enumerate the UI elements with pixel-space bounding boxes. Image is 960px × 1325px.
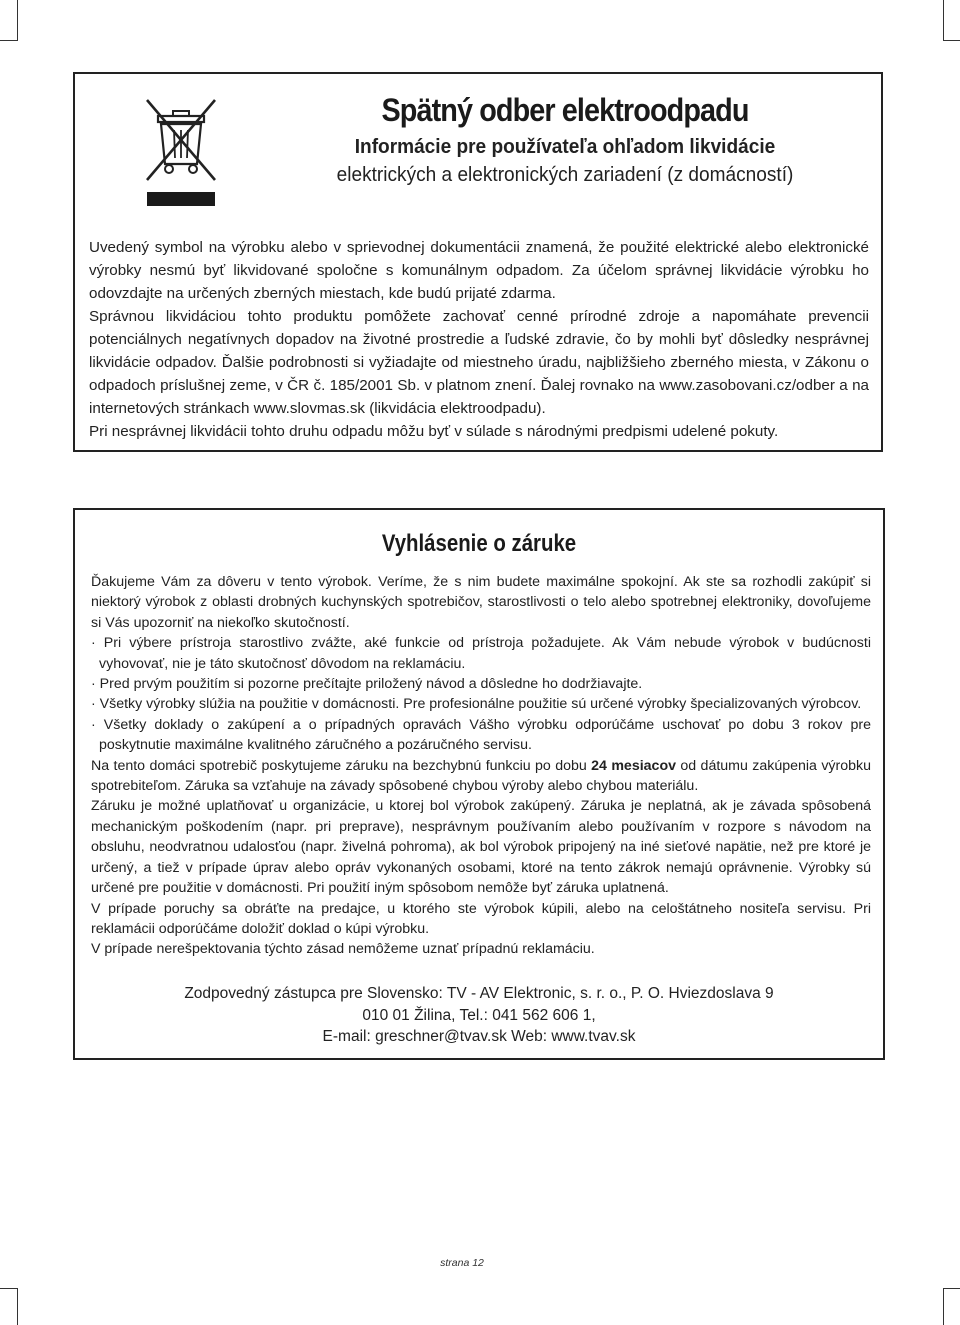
warranty-claim-paragraph: Záruku je možné uplatňovať u organizácie, u ktorej bol výrobok zakúpený. Záruka je neplatná, ak je závada spôsobená mechanickým poškodením (napr. pri preprave), nesprávnym používaním alebo používaním v rozpore s návodom na obsluhu, neodvratnou udalosťou (napr. živelná pohroma), ak bol výrobok pripojený na iné sieťové napätie, než pre ktoré je určený, a tiež v prípade úprav alebo opráv vykonaných osobami, ktoré na tento zákrok nemajú oprávnenie. Výrobky sú určené pre použitie v domácnosti. Pri použití iným spôsobom nemôže byť záruka uplatnená. (91, 798, 871, 897)
page-number (0, 1257, 924, 1269)
contact-email-web: E-mail: greschner@tvav.sk Web: www.tvav.sk (322, 1028, 636, 1045)
warranty-body (91, 572, 871, 960)
disposal-info-box (73, 72, 883, 452)
warranty-period-duration: 24 mesiacov (591, 757, 676, 774)
disposal-subtitle-line2: elektrických a elektronických zariadení (z domácností) (336, 163, 794, 186)
warranty-bullet: · Pred prvým použitím si pozorne prečítajte priložený návod a dôsledne ho dodržiavajte. (91, 676, 643, 693)
crop-mark-bottom-right-h (943, 1288, 960, 1289)
disposal-paragraph-2: Správnou likvidáciou tohto produktu pomôžete zachovať cenné prírodné zdroje a napomáhate prevencii potenciálnych negatívnych dopadov na životné prostredie a ľudské zdravie, čo by mohli byť dôsledky nesprávnej likvidácie odpadov. Ďalšie podrobnosti si vyžiadajte od miestneho úradu, najbližšieho zberného miesta, v Zákonu o odpadoch príslušnej zeme, v ČR č. 185/2001 Sb. v platnom znení. Ďalej rovnako na www.zasobovani.cz/odber a na internetových stránkach www.slovmas.sk (likvidácia elektroodpadu). (89, 308, 869, 417)
warranty-bullet: · Pri výbere prístroja starostlivo zvážte, aké funkcie od prístroja požadujete. Ak Vám nebude výrobok v budúcnosti vyhovovať, nie je táto skutočnosť dôvodom na reklamáciu. (91, 635, 871, 672)
warranty-fault-paragraph: V prípade poruchy sa obráťte na predajce, u ktorého ste výrobok kúpili, alebo na celoštátneho nositeľa servisu. Pri reklamácii odporúčáme doložiť doklad o kúpi výrobku. (91, 900, 871, 937)
crop-mark-bottom-right (943, 1288, 944, 1325)
crop-mark-top-left-h (0, 40, 18, 41)
contact-representative: Zodpovedný zástupca pre Slovensko: TV - AV Elektronic, s. r. o., P. O. Hviezdoslava 9 (184, 985, 774, 1002)
crop-mark-top-left (17, 0, 18, 40)
disposal-subtitle-line1: Informácie pre používateľa ohľadom likvidácie (354, 135, 776, 158)
warranty-period-text-a: Na tento domáci spotrebič poskytujeme záruku na bezchybnú funkciu po dobu (91, 757, 592, 774)
contact-address: 010 01 Žilina, Tel.: 041 562 606 1, (362, 1006, 596, 1024)
warranty-period-text-b: od dátumu zakúpenia výrobku spotrebiteľom. Záruka sa vzťahuje na závady spôsobené chybou výroby alebo chybou materiálu. (91, 757, 871, 795)
warranty-noncompliance-paragraph: V prípade nerešpektovania týchto zásad nemôžeme uznať prípadnú reklamáciu. (91, 941, 595, 958)
warranty-bullet: · Všetky doklady o zakúpení a o prípadných opravách Vášho výrobku odporúčáme uschovať po dobu 3 rokov pre poskytnutie maximálne kvalitného záručného a pozáručného servisu. (91, 716, 871, 754)
disposal-title: Spätný odber elektroodpadu (381, 92, 749, 128)
warranty-intro: Ďakujeme Vám za dôveru v tento výrobok. Veríme, že s nim budete maximálne spokojní. Ak ste sa rozhodli zakúpiť si niektorý výrobok z oblasti drobných kuchynských spotrebičov, starostlivosti o telo alebo spotrebnej elektroniky, dovoľujeme si Vás upozorniť na niekoľko skutočností. (91, 574, 871, 631)
crop-mark-bottom-left-h (0, 1288, 18, 1289)
page-number-label: strana 12 (440, 1257, 484, 1269)
warranty-bullet: · Všetky výrobky slúžia na použitie v domácnosti. Pre profesionálne použitie sú určené výrobky špecializovaných výrobcov. (91, 696, 862, 713)
crossed-out-wheelie-bin-icon (141, 94, 221, 209)
disposal-body (89, 236, 869, 443)
warranty-title: Vyhlásenie o záruke (381, 530, 577, 557)
warranty-box (73, 508, 885, 1060)
disposal-paragraph-3: Pri nesprávnej likvidácii tohto druhu odpadu môžu byť v súlade s národnými predpismi udelené pokuty. (89, 423, 779, 440)
contact-block (75, 983, 883, 1048)
crop-mark-top-right-h (943, 40, 960, 41)
warranty-period-paragraph (91, 756, 871, 797)
crop-mark-top-right (943, 0, 944, 40)
disposal-paragraph-1: Uvedený symbol na výrobku alebo v sprievodnej dokumentácii znamená, že použité elektrické alebo elektronické výrobky nesmú byť likvidované spoločne s komunálnym odpadom. Za účelom správnej likvidácie výrobku ho odovzdajte na určených zberných miestach, kde budú prijaté zdarma. (89, 239, 869, 302)
crop-mark-bottom-left (17, 1288, 18, 1325)
